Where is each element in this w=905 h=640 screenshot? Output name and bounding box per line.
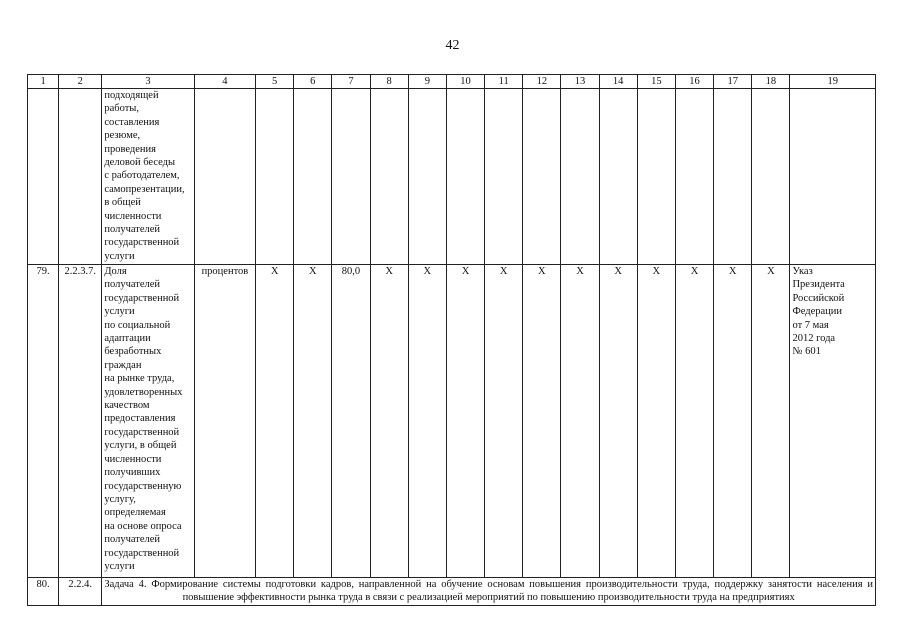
indicator-name-cell: Доля получателей государственной услуги по социальной адаптации безработных граждан на рынке труда, удовлетворенных качеством предоставления государственной услуги, в общей численности получивших государственную услугу, определяемая на основе опроса получателей государственной услуги bbox=[102, 265, 194, 578]
value-cell: Х bbox=[294, 265, 332, 578]
table-row-79 bbox=[28, 265, 876, 578]
header-cell: 7 bbox=[332, 75, 370, 89]
header-cell: 6 bbox=[294, 75, 332, 89]
header-cell: 15 bbox=[637, 75, 675, 89]
header-cell: 3 bbox=[102, 75, 194, 89]
value-cell: Х bbox=[752, 265, 790, 578]
value-cell: Х bbox=[599, 265, 637, 578]
value-cell: 80,0 bbox=[332, 265, 370, 578]
header-cell: 2 bbox=[59, 75, 102, 89]
header-cell: 1 bbox=[28, 75, 59, 89]
value-cell: Х bbox=[523, 265, 561, 578]
header-cell: 4 bbox=[194, 75, 255, 89]
indicator-name-cell: подходящей работы, составления резюме, проведения деловой беседы с работодателем, самопрезентации, в общей численности получателей государственной услуги bbox=[102, 89, 194, 265]
header-cell: 14 bbox=[599, 75, 637, 89]
column-number-row bbox=[28, 75, 876, 89]
row-number: 80. bbox=[28, 578, 59, 606]
table-row-continuation bbox=[28, 89, 876, 265]
header-cell: 13 bbox=[561, 75, 599, 89]
indicators-table bbox=[27, 74, 876, 606]
header-cell: 16 bbox=[675, 75, 713, 89]
indicator-code: 2.2.4. bbox=[59, 578, 102, 606]
header-cell: 19 bbox=[790, 75, 876, 89]
row-number: 79. bbox=[28, 265, 59, 578]
value-cell: Х bbox=[675, 265, 713, 578]
task-description: Задача 4. Формирование системы подготовки кадров, направленной на обучение основам повышения производительности труда, поддержку занятости населения и повышение эффективности рынка труда в связи с реализацией мероприятий по повышению производительности труда на предприятиях bbox=[102, 578, 876, 606]
header-cell: 10 bbox=[446, 75, 484, 89]
header-cell: 9 bbox=[408, 75, 446, 89]
value-cell: Х bbox=[637, 265, 675, 578]
header-cell: 17 bbox=[714, 75, 752, 89]
value-cell: Х bbox=[714, 265, 752, 578]
indicator-code: 2.2.3.7. bbox=[59, 265, 102, 578]
legal-basis-cell: Указ Президента Российской Федерации от 7 мая 2012 года № 601 bbox=[790, 265, 876, 578]
page-number: 42 bbox=[445, 38, 460, 53]
header-cell: 5 bbox=[256, 75, 294, 89]
value-cell: Х bbox=[485, 265, 523, 578]
header-cell: 18 bbox=[752, 75, 790, 89]
header-cell: 11 bbox=[485, 75, 523, 89]
value-cell: Х bbox=[370, 265, 408, 578]
table-row-80 bbox=[28, 578, 876, 606]
value-cell: Х bbox=[561, 265, 599, 578]
value-cell: Х bbox=[256, 265, 294, 578]
unit-cell: процентов bbox=[194, 265, 255, 578]
value-cell: Х bbox=[446, 265, 484, 578]
header-cell: 8 bbox=[370, 75, 408, 89]
value-cell: Х bbox=[408, 265, 446, 578]
header-cell: 12 bbox=[523, 75, 561, 89]
